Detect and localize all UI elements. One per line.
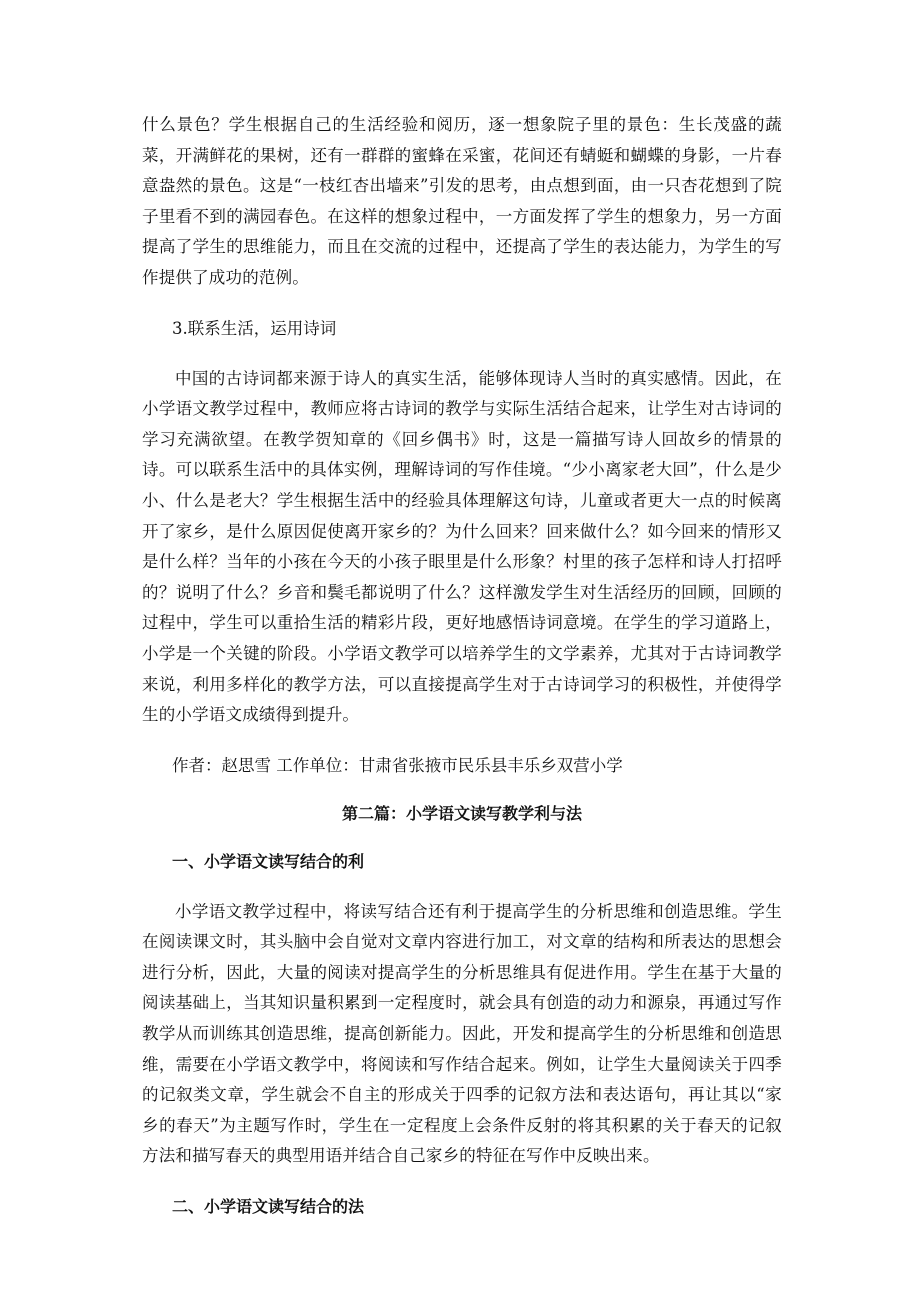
document-page: [142, 110, 782, 1222]
section-heading-1: 一、小学语文读写结合的利: [172, 851, 365, 871]
body-paragraph: 小学语文教学过程中，将读写结合还有利于提高学生的分析思维和创造思维。学生在阅读课文时，其头脑中会自觉对文章内容进行加工，对文章的结构和所表达的思想会进行分析，因此，大量的阅读对提高学生的分析思维具有促进作用。学生在基于大量的阅读基础上，当其知识量积累到一定程度时，就会具有创造的动力和源泉，再通过写作教学从而训练其创造思维，提高创新能力。因此，开发和提高学生的分析思维和创造思维，需要在小学语文教学中，将阅读和写作结合起来。例如，让学生大量阅读关于四季的记叙类文章，学生就会不自主的形成关于四季的记叙方法和表达语句，再让其以“家乡的春天”为主题写作时，学生在一定程度上会条件反射的将其积累的关于春天的记叙方法和描写春天的典型用语并结合自己家乡的特征在写作中反映出来。: [142, 901, 782, 1166]
subheading: 3.联系生活，运用诗词: [172, 318, 337, 338]
author-byline: 作者：赵思雪 工作单位：甘肃省张掖市民乐县丰乐乡双营小学: [172, 755, 623, 775]
continuation-paragraph: 什么景色？学生根据自己的生活经验和阅历，逐一想象院子里的景色：生长茂盛的蔬菜，开满鲜花的果树，还有一群群的蜜蜂在采蜜，花间还有蜻蜓和蝴蝶的身影，一片春意盎然的景色。这是“一枝红杏出墙来”引发的思考，由点想到面，由一只杏花想到了院子里看不到的满园春色。在这样的想象过程中，一方面发挥了学生的想象力，另一方面提高了学生的思维能力，而且在交流的过程中，还提高了学生的表达能力，为学生的写作提供了成功的范例。: [142, 115, 782, 287]
body-paragraph: 中国的古诗词都来源于诗人的真实生活，能够体现诗人当时的真实感情。因此，在小学语文教学过程中，教师应将古诗词的教学与实际生活结合起来，让学生对古诗词的学习充满欲望。在教学贺知章的《回乡偶书》时，这是一篇描写诗人回故乡的情景的诗。可以联系生活中的具体实例，理解诗词的写作佳境。“少小离家老大回”，什么是少小、什么是老大？学生根据生活中的经验具体理解这句诗，儿童或者更大一点的时候离开了家乡，是什么原因促使离开家乡的？为什么回来？回来做什么？如今回来的情形又是什么样？当年的小孩在今天的小孩子眼里是什么形象？村里的孩子怎样和诗人打招呼的？说明了什么？乡音和鬓毛都说明了什么？这样激发学生对生活经历的回顾，回顾的过程中，学生可以重拾生活的精彩片段，更好地感悟诗词意境。在学生的学习道路上，小学是一个关键的阶段。小学语文教学可以培养学生的文学素养，尤其对于古诗词教学来说，利用多样化的教学方法，可以直接提高学生对于古诗词学习的积极性，并使得学生的小学语文成绩得到提升。: [142, 368, 782, 725]
article-title: 第二篇：小学语文读写教学利与法: [341, 803, 582, 823]
section-heading-2: 二、小学语文读写结合的法: [172, 1197, 365, 1217]
